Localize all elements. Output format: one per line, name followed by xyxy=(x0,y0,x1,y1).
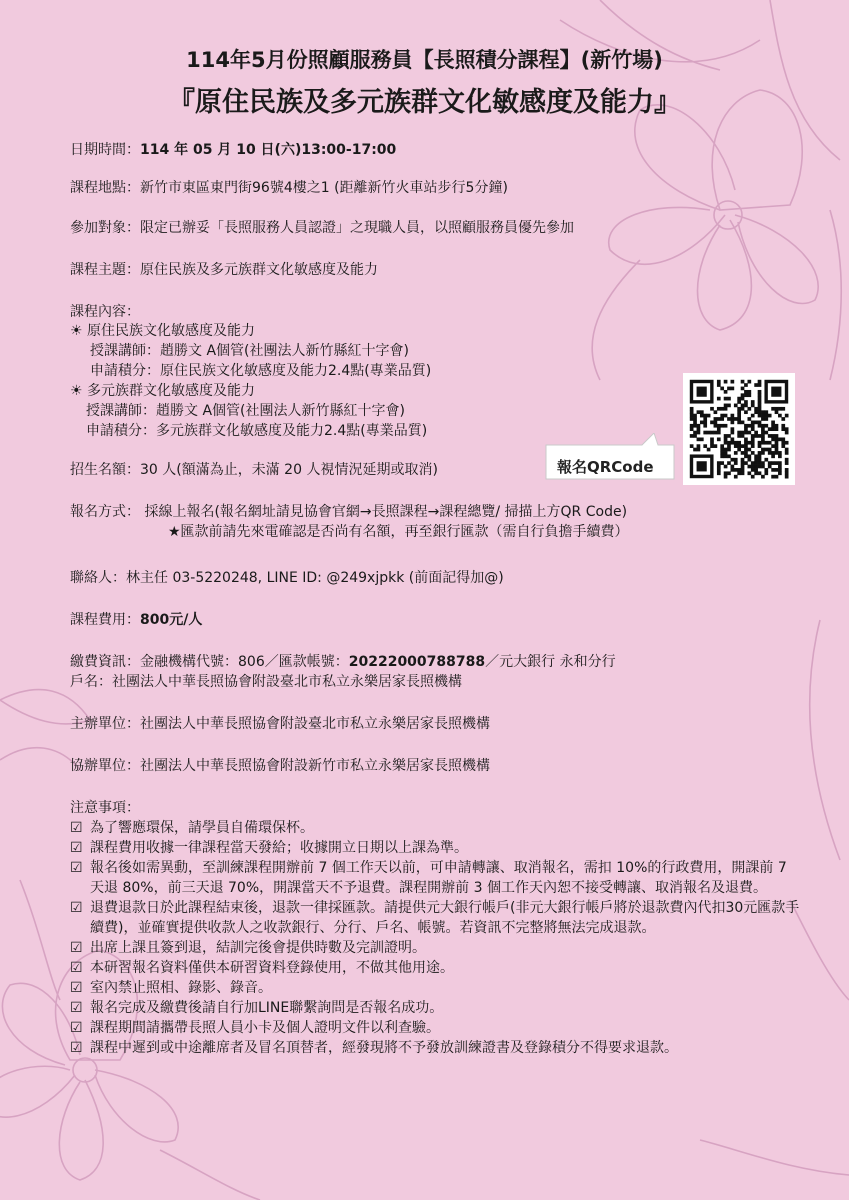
qr-code-image xyxy=(683,373,795,485)
flyer-title: 114年5月份照顧服務員【長照積分課程】(新竹場) xyxy=(186,48,663,72)
qr-label: 報名QRCode xyxy=(557,458,654,476)
payment-line-1: 繳費資訊：金融機構代號：806／匯款帳號：20222000788788／元大銀行 永和分行 xyxy=(70,654,616,670)
note-item: ☑ 室內禁止照相、錄影、錄音。 xyxy=(70,980,272,996)
note-item: ☑ 課程費用收據一律課程當天發給；收據開立日期以上課為準。 xyxy=(70,840,468,856)
course-section-1-title: ☀ 原住民族文化敏感度及能力 xyxy=(70,323,256,339)
note-item: ☑ 退費退款日於此課程結束後，退款一律採匯款。請提供元大銀行帳戶(非元大銀行帳戶將於退款費內代扣30元匯款手續費)，並確實提供收款人之收款銀行、分行、戶名、帳號。若資訊不完整將無法完成退款。 xyxy=(70,900,800,936)
checkbox-icon: ☑ xyxy=(70,820,83,836)
date-label: 日期時間： xyxy=(70,142,140,158)
checkbox-icon: ☑ xyxy=(70,1040,83,1056)
location-label: 課程地點： xyxy=(70,180,140,196)
date-line xyxy=(70,140,396,160)
fee-line xyxy=(70,610,202,630)
date-value: 114 年 05 月 10 日(六)13:00-17:00 xyxy=(140,142,397,158)
checkbox-icon: ☑ xyxy=(70,960,83,976)
sun-icon: ☀ xyxy=(70,383,83,399)
qr-code[interactable] xyxy=(683,373,795,485)
note-item: ☑ 出席上課且簽到退，結訓完後會提供時數及完訓證明。 xyxy=(70,940,426,956)
audience-label: 參加對象： xyxy=(70,220,140,236)
course-section-2-credit: 申請積分：多元族群文化敏感度及能力2.4點(專業品質) xyxy=(86,423,428,439)
note-item: ☑ 本研習報名資料僅供本研習資料登錄使用，不做其他用途。 xyxy=(70,960,454,976)
checkbox-icon: ☑ xyxy=(70,940,83,956)
location-value: 新竹市東區東門街96號4樓之1 (距離新竹火車站步行5分鐘) xyxy=(140,180,508,196)
note-item: ☑ 為了響應環保，請學員自備環保杯。 xyxy=(70,820,314,836)
note-item: ☑ 課程期間請攜帶長照人員小卡及個人證明文件以利查驗。 xyxy=(70,1020,440,1036)
course-section-2-title: ☀ 多元族群文化敏感度及能力 xyxy=(70,383,256,399)
checkbox-icon: ☑ xyxy=(70,1020,83,1036)
sun-icon: ☀ xyxy=(70,323,83,339)
audience-line xyxy=(70,218,574,238)
checkbox-icon: ☑ xyxy=(70,900,83,916)
course-section-1-speaker: 授課講師：趙勝文 A個管(社團法人新竹縣紅十字會) xyxy=(90,343,409,359)
fee-label: 課程費用： xyxy=(70,612,140,628)
co-organizer-line: 協辦單位：社團法人中華長照協會附設新竹市私立永樂居家長照機構 xyxy=(70,758,490,774)
theme-line xyxy=(70,260,378,280)
checkbox-icon: ☑ xyxy=(70,1000,83,1016)
course-section-1-credit: 申請積分：原住民族文化敏感度及能力2.4點(專業品質) xyxy=(90,363,432,379)
note-item: ☑ 報名完成及繳費後請自行加LINE聯繫詢問是否報名成功。 xyxy=(70,1000,444,1016)
checkbox-icon: ☑ xyxy=(70,980,83,996)
quota-line: 招生名額：30 人(額滿為止，未滿 20 人視情況延期或取消) xyxy=(70,462,438,478)
audience-value: 限定已辦妥「長照服務人員認證」之現職人員，以照顧服務員優先參加 xyxy=(140,220,574,236)
course-title: 『原住民族及多元族群文化敏感度及能力』 xyxy=(168,87,681,118)
course-heading: 課程內容： xyxy=(70,304,140,320)
remittance-note: ★匯款前請先來電確認是否尚有名額，再至銀行匯款（需自行負擔手續費） xyxy=(168,524,629,540)
fee-value: 800元/人 xyxy=(140,612,203,628)
contact-line: 聯絡人：林主任 03-5220248, LINE ID: @249xjpkk (前面記得加@) xyxy=(70,570,504,586)
theme-value: 原住民族及多元族群文化敏感度及能力 xyxy=(140,262,378,278)
organizer-line: 主辦單位：社團法人中華長照協會附設臺北市私立永樂居家長照機構 xyxy=(70,716,490,732)
method-line: 報名方式： 採線上報名(報名網址請見協會官網→長照課程→課程總覽/ 掃描上方QR Code) xyxy=(70,504,628,520)
location-line xyxy=(70,178,508,198)
notes-section xyxy=(70,798,800,1058)
notes-heading: 注意事項： xyxy=(70,800,140,816)
theme-label: 課程主題： xyxy=(70,262,140,278)
account-number: 20222000788788 xyxy=(348,654,486,670)
checkbox-icon: ☑ xyxy=(70,860,83,876)
payment-line-2: 戶名：社團法人中華長照協會附設臺北市私立永樂居家長照機構 xyxy=(70,674,462,690)
note-item: ☑ 報名後如需異動，至訓練課程開辦前 7 個工作天以前，可申請轉讓、取消報名，需扣 10%的行政費用，開課前 7 天退 80%，前三天退 70%，開課當天不予退費。課程開辦前 3 個工作天內恕不接受轉讓、取消報名及退費。 xyxy=(70,860,787,896)
note-item: ☑ 課程中遲到或中途離席者及冒名頂替者，經發現將不予發放訓練證書及登錄積分不得要求退款。 xyxy=(70,1040,678,1056)
checkbox-icon: ☑ xyxy=(70,840,83,856)
course-section-2-speaker: 授課講師：趙勝文 A個管(社團法人新竹縣紅十字會) xyxy=(86,403,405,419)
